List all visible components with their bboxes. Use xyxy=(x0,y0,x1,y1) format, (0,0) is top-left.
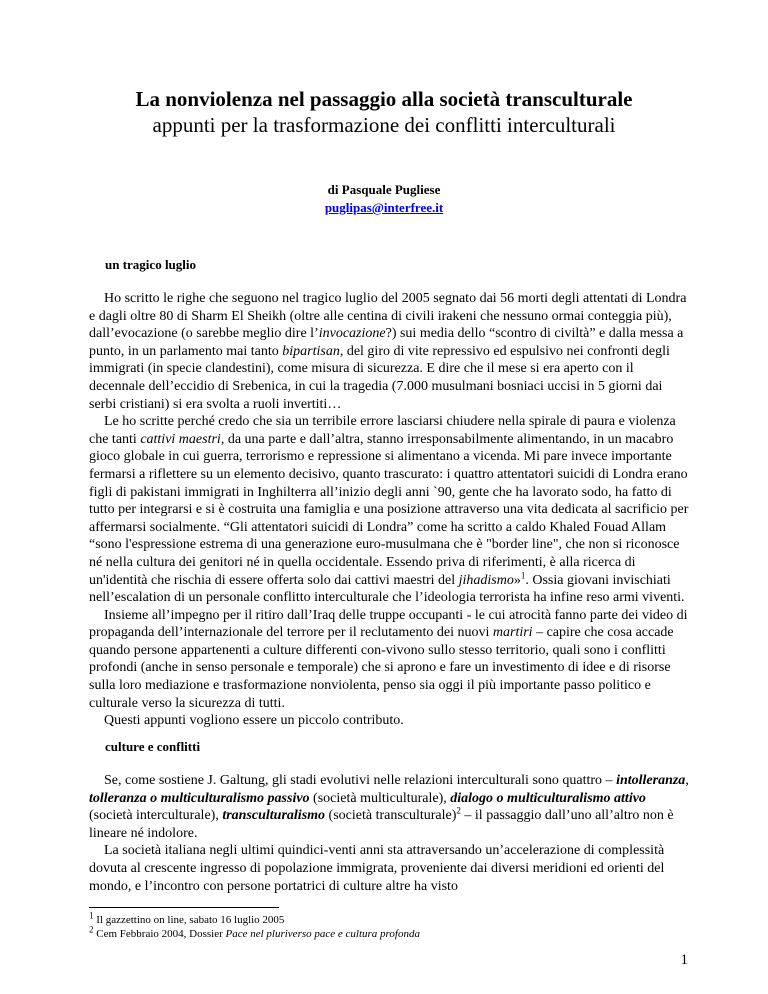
footnote-ref-1: 1 xyxy=(520,569,526,580)
page-number: 1 xyxy=(680,952,688,968)
author-line: di Pasquale Pugliese xyxy=(327,182,441,197)
document-subtitle: appunti per la trasformazione dei conflitti interculturali xyxy=(152,113,616,137)
paragraph: La società italiana negli ultimi quindici-venti anni sta attraversando un’accelerazione di complessità dovuta al crescente ingresso di popolazione immigrata, proveniente dai diversi meridioni ed orienti del mondo, e l’incontro con persone portatrici di culture altre ha visto xyxy=(89,843,665,894)
author-email xyxy=(0,199,768,217)
paragraph: Ho scritto le righe che seguono nel tragico luglio del 2005 segnato dai 56 morti degli attentati di Londra e dagli oltre 80 di Sharm El Sheikh (oltre alle centina di civili irakeni che nessuno ormai conteggia più), dall’evocazione (o sarebbe meglio dire l’invocazione?) sui media dello “scontro di civiltà” e dalla messa a punto, in un parlamento mai tanto bipartisan, del giro di vite repressivo ed espulsivo nei confronti degli immigrati (in specie clandestini), come misura di sicurezza. E dire che il mese si era aperto con il decennale dell’eccidio di Srebenica, in cui la tragedia (7.000 musulmani bosniaci uccisi in 5 giorni dai serbi cristiani) si era svolta a ruoli invertiti… xyxy=(89,291,687,412)
footnotes xyxy=(89,910,709,941)
section-body-culture-conflitti xyxy=(89,772,689,895)
document-title: La nonviolenza nel passaggio alla società transculturale xyxy=(135,87,633,111)
footnote-ref-2: 2 xyxy=(456,805,461,816)
paragraph: Le ho scritte perché credo che sia un terribile errore lasciarsi chiudere nella spirale di paura e violenza che tanti cattivi maestri, da una parte e dall’altra, stanno irresponsabilmente alimentando, in un macabro gioco globale in cui guerra, terrorismo e repressione si alimentano a vicenda. Mi pare invece importante fermarsi a riflettere su un elemento decisivo, quanto trascurato: i quattro attentatori suicidi di Londra erano figli di pakistani immigrati in Inghilterra all’inizio degli anni `90, gente che ha lavorato sodo, ha fatto di tutto per integrarsi e si è costruita una famiglia e una posizione attraverso una vita dedicata al sacrificio per affermarsi socialmente. “Gli attentatori suicidi di Londra” come ha scritto a caldo Khaled Fouad Allam “sono l'espressione estrema di una generazione euro-musulmana che è "border line", che non si riconosce né nella cultura dei genitori né in quella occidentale. Essendo priva di riferimenti, è alla ricerca di un'identità che rischia di essere offerta solo dai cattivi maestri del jihadismo»$^1$. Ossia giovani invischiati nell’escalation di un personale conflitto interculturale che l’ideologia terrorista ha infine reso armi viventi. xyxy=(89,414,689,606)
section-heading-culture-conflitti: culture e conflitti xyxy=(105,739,201,754)
paragraph: Questi appunti vogliono essere un piccolo contributo. xyxy=(104,713,404,729)
section-heading-tragico-luglio: un tragico luglio xyxy=(105,257,197,272)
paragraph: Insieme all’impegno per il ritiro dall’Iraq delle truppe occupanti - le cui atrocità fanno parte dei video di propaganda dell’internazionale del terrore per il reclutamento dei nuovi martiri – capire che cosa accade quando persone appartenenti a culture differenti con-vivono sullo stesso territorio, quali sono i conflitti profondi (anche in senso personale e temporale) che si aprono e fare un investimento di idee e di risorse sulla loro mediazione e trasformazione nonviolenta, penso sia oggi il più importante passo politico e culturale verso la sicurezza di tutti. xyxy=(89,607,688,711)
footnote-2: $^2$ Cem Febbraio 2004, Dossier Pace nel pluriverso pace e cultura profonda xyxy=(89,924,420,940)
paragraph: Se, come sostiene J. Galtung, gli stadi evolutivi nelle relazioni interculturali sono quattro – intolleranza, tolleranza o multiculturalismo passivo (società multiculturale), dialogo o multiculturalismo attivo (società interculturale), transculturalismo (società transculturale)$^2$ – il passaggio dall’uno all’altro non è lineare né indolore. xyxy=(89,773,689,841)
section-body-tragico-luglio xyxy=(89,290,689,730)
footnote-1: $^1$ Il gazzettino on line, sabato 16 luglio 2005 xyxy=(89,910,285,926)
footnote-separator xyxy=(89,907,279,908)
email-link[interactable]: puglipas@interfree.it xyxy=(324,200,444,215)
